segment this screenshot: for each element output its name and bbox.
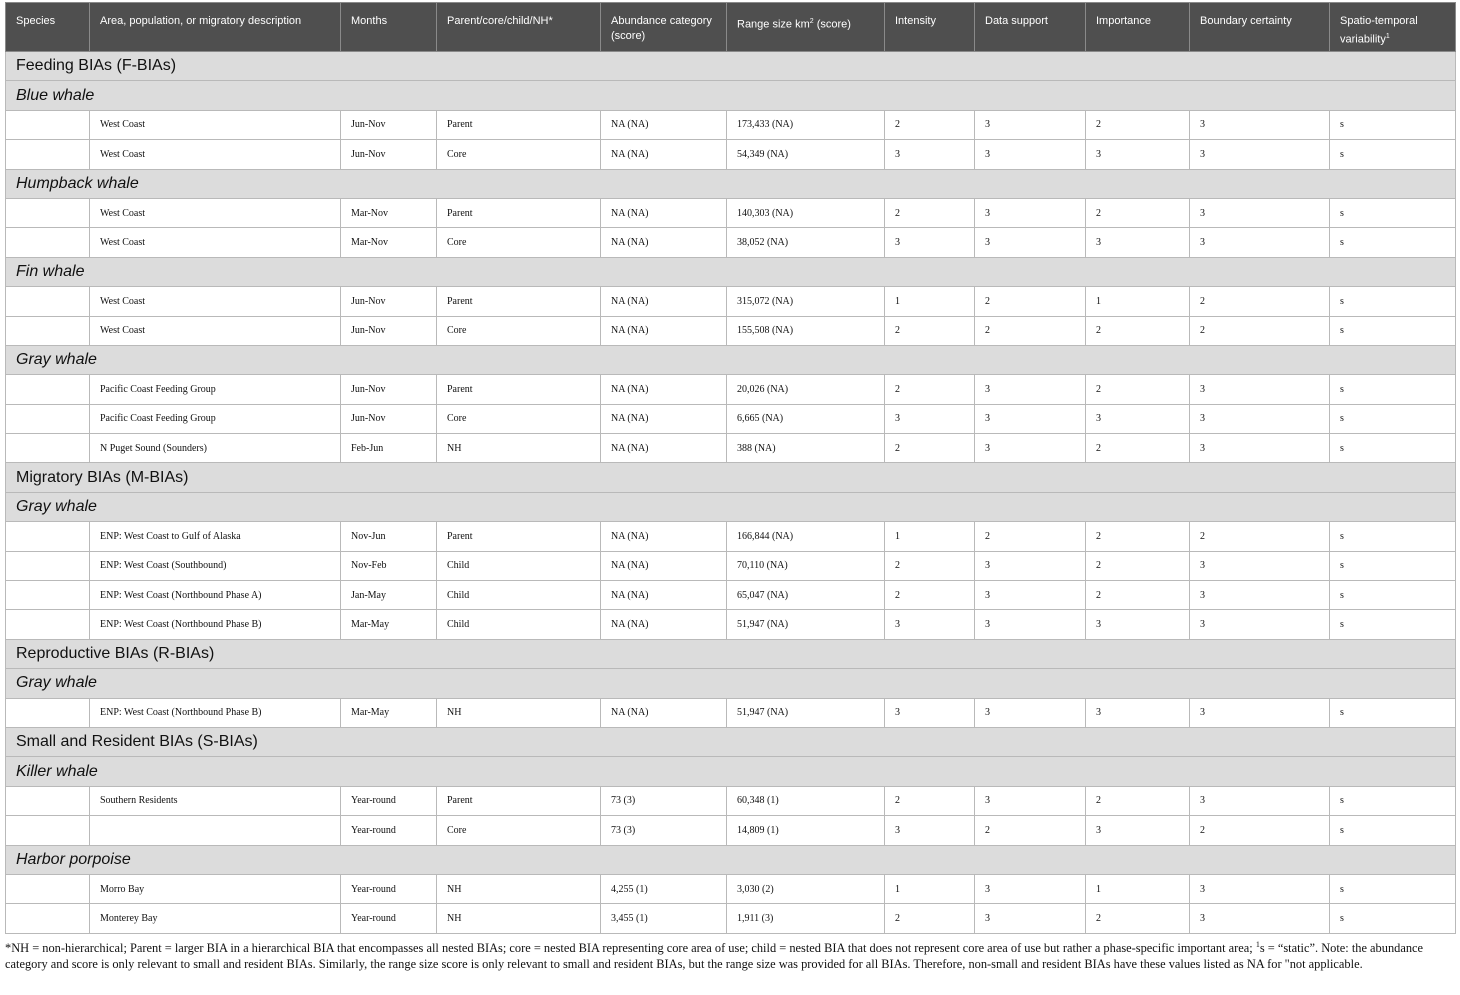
cell-hierarchy: Parent <box>437 198 601 227</box>
cell-range-size: 51,947 (NA) <box>727 698 885 727</box>
cell-data-support: 2 <box>975 816 1086 845</box>
cell-species <box>6 904 90 933</box>
cell-importance: 2 <box>1086 551 1190 580</box>
cell-importance: 3 <box>1086 228 1190 257</box>
header-range-label: Range size km <box>737 18 810 31</box>
cell-data-support: 3 <box>975 551 1086 580</box>
cell-months: Mar-Nov <box>341 198 437 227</box>
group-row <box>6 639 1456 668</box>
cell-boundary-certainty: 3 <box>1190 904 1330 933</box>
cell-range-size: 140,303 (NA) <box>727 198 885 227</box>
cell-intensity: 3 <box>885 404 975 433</box>
cell-abundance: 4,255 (1) <box>601 874 727 903</box>
cell-months: Year-round <box>341 786 437 815</box>
cell-species <box>6 551 90 580</box>
cell-data-support: 3 <box>975 610 1086 639</box>
cell-importance: 2 <box>1086 434 1190 463</box>
cell-species <box>6 316 90 345</box>
species-label: Gray whale <box>6 492 1456 521</box>
cell-abundance: NA (NA) <box>601 110 727 139</box>
table-row <box>6 375 1456 404</box>
footnote-sup: 1 <box>1255 940 1260 949</box>
cell-area: Southern Residents <box>90 786 341 815</box>
cell-abundance: NA (NA) <box>601 316 727 345</box>
cell-months: Feb-Jun <box>341 434 437 463</box>
header-importance: Importance <box>1086 3 1190 52</box>
cell-months: Jun-Nov <box>341 316 437 345</box>
cell-variability: s <box>1330 198 1456 227</box>
group-row <box>6 52 1456 81</box>
cell-data-support: 3 <box>975 786 1086 815</box>
species-row <box>6 669 1456 698</box>
cell-hierarchy: Parent <box>437 375 601 404</box>
cell-range-size: 315,072 (NA) <box>727 287 885 316</box>
cell-intensity: 2 <box>885 198 975 227</box>
cell-importance: 2 <box>1086 522 1190 551</box>
cell-data-support: 3 <box>975 904 1086 933</box>
cell-intensity: 2 <box>885 786 975 815</box>
header-variability <box>1330 3 1456 52</box>
cell-intensity: 2 <box>885 316 975 345</box>
species-row <box>6 345 1456 374</box>
cell-area: Monterey Bay <box>90 904 341 933</box>
table-row <box>6 316 1456 345</box>
cell-months: Mar-May <box>341 698 437 727</box>
cell-area: N Puget Sound (Sounders) <box>90 434 341 463</box>
header-intensity: Intensity <box>885 3 975 52</box>
table-row <box>6 198 1456 227</box>
cell-data-support: 3 <box>975 140 1086 169</box>
cell-months: Jun-Nov <box>341 404 437 433</box>
cell-months: Jun-Nov <box>341 375 437 404</box>
header-variability-sup: 1 <box>1385 33 1390 40</box>
cell-range-size: 54,349 (NA) <box>727 140 885 169</box>
cell-range-size: 388 (NA) <box>727 434 885 463</box>
cell-data-support: 2 <box>975 287 1086 316</box>
cell-range-size: 3,030 (2) <box>727 874 885 903</box>
cell-abundance: NA (NA) <box>601 228 727 257</box>
cell-boundary-certainty: 3 <box>1190 140 1330 169</box>
cell-species <box>6 816 90 845</box>
species-row <box>6 845 1456 874</box>
table-row <box>6 551 1456 580</box>
cell-species <box>6 287 90 316</box>
cell-boundary-certainty: 2 <box>1190 522 1330 551</box>
cell-months: Nov-Jun <box>341 522 437 551</box>
cell-abundance: NA (NA) <box>601 140 727 169</box>
cell-importance: 2 <box>1086 198 1190 227</box>
cell-intensity: 2 <box>885 551 975 580</box>
cell-months: Year-round <box>341 874 437 903</box>
species-label: Gray whale <box>6 669 1456 698</box>
header-row <box>6 3 1456 52</box>
cell-boundary-certainty: 2 <box>1190 287 1330 316</box>
cell-abundance: 73 (3) <box>601 816 727 845</box>
cell-species <box>6 874 90 903</box>
footnote-part2: s = “static”. Note: the abundance category and score is only relevant to small and resident BIAs. Similarly, the range size score is only relevant to small and resident BIAs, but the range size was provided for all BIAs. Therefore, non-small and resident BIAs have these values listed as NA for "not applicable. <box>5 941 1424 971</box>
cell-range-size: 1,911 (3) <box>727 904 885 933</box>
cell-months: Jan-May <box>341 581 437 610</box>
cell-boundary-certainty: 3 <box>1190 610 1330 639</box>
cell-variability: s <box>1330 404 1456 433</box>
cell-area: West Coast <box>90 287 341 316</box>
group-label: Feeding BIAs (F-BIAs) <box>6 52 1456 81</box>
cell-hierarchy: NH <box>437 698 601 727</box>
cell-species <box>6 786 90 815</box>
table-row <box>6 287 1456 316</box>
cell-boundary-certainty: 3 <box>1190 581 1330 610</box>
cell-boundary-certainty: 3 <box>1190 434 1330 463</box>
cell-area: ENP: West Coast (Northbound Phase B) <box>90 698 341 727</box>
cell-abundance: 3,455 (1) <box>601 904 727 933</box>
header-data-support: Data support <box>975 3 1086 52</box>
table-row <box>6 698 1456 727</box>
cell-species <box>6 522 90 551</box>
cell-importance: 2 <box>1086 110 1190 139</box>
table-row <box>6 816 1456 845</box>
table-row <box>6 228 1456 257</box>
cell-intensity: 2 <box>885 375 975 404</box>
cell-boundary-certainty: 2 <box>1190 816 1330 845</box>
cell-boundary-certainty: 3 <box>1190 198 1330 227</box>
cell-intensity: 3 <box>885 140 975 169</box>
species-label: Gray whale <box>6 345 1456 374</box>
cell-importance: 3 <box>1086 698 1190 727</box>
header-months: Months <box>341 3 437 52</box>
cell-range-size: 155,508 (NA) <box>727 316 885 345</box>
cell-hierarchy: NH <box>437 874 601 903</box>
cell-data-support: 3 <box>975 375 1086 404</box>
cell-species <box>6 404 90 433</box>
cell-area: West Coast <box>90 228 341 257</box>
cell-months: Year-round <box>341 904 437 933</box>
cell-importance: 3 <box>1086 140 1190 169</box>
cell-area: Pacific Coast Feeding Group <box>90 404 341 433</box>
cell-hierarchy: Child <box>437 581 601 610</box>
cell-area <box>90 816 341 845</box>
cell-importance: 2 <box>1086 375 1190 404</box>
cell-area: West Coast <box>90 316 341 345</box>
cell-boundary-certainty: 3 <box>1190 551 1330 580</box>
cell-boundary-certainty: 3 <box>1190 228 1330 257</box>
cell-variability: s <box>1330 816 1456 845</box>
cell-range-size: 14,809 (1) <box>727 816 885 845</box>
cell-months: Year-round <box>341 816 437 845</box>
table-row <box>6 904 1456 933</box>
cell-hierarchy: NH <box>437 904 601 933</box>
cell-importance: 1 <box>1086 874 1190 903</box>
cell-abundance: NA (NA) <box>601 581 727 610</box>
cell-variability: s <box>1330 434 1456 463</box>
footnote-part1: *NH = non-hierarchical; Parent = larger BIA in a hierarchical BIA that encompasses all nested BIAs; core = nested BIA representing core area of use; child = nested BIA that does not represent core area of use but rather a phase-specific important area; <box>5 941 1256 956</box>
header-range-suffix: (score) <box>813 18 851 31</box>
cell-abundance: NA (NA) <box>601 375 727 404</box>
species-label: Killer whale <box>6 757 1456 786</box>
cell-importance: 2 <box>1086 904 1190 933</box>
cell-range-size: 51,947 (NA) <box>727 610 885 639</box>
cell-importance: 1 <box>1086 287 1190 316</box>
header-area: Area, population, or migratory description <box>90 3 341 52</box>
cell-abundance: NA (NA) <box>601 610 727 639</box>
cell-area: ENP: West Coast (Southbound) <box>90 551 341 580</box>
cell-intensity: 1 <box>885 522 975 551</box>
table-row <box>6 581 1456 610</box>
cell-variability: s <box>1330 581 1456 610</box>
cell-months: Jun-Nov <box>341 287 437 316</box>
cell-variability: s <box>1330 551 1456 580</box>
cell-variability: s <box>1330 287 1456 316</box>
species-row <box>6 81 1456 110</box>
cell-intensity: 3 <box>885 228 975 257</box>
group-label: Migratory BIAs (M-BIAs) <box>6 463 1456 492</box>
group-row <box>6 727 1456 756</box>
cell-variability: s <box>1330 110 1456 139</box>
species-label: Harbor porpoise <box>6 845 1456 874</box>
cell-boundary-certainty: 3 <box>1190 404 1330 433</box>
table-row <box>6 522 1456 551</box>
cell-intensity: 1 <box>885 874 975 903</box>
cell-range-size: 70,110 (NA) <box>727 551 885 580</box>
table-footnote <box>5 937 1455 973</box>
cell-variability: s <box>1330 904 1456 933</box>
header-variability-label: Spatio-temporal variability <box>1340 15 1418 46</box>
cell-intensity: 2 <box>885 434 975 463</box>
cell-abundance: NA (NA) <box>601 434 727 463</box>
cell-abundance: NA (NA) <box>601 287 727 316</box>
cell-hierarchy: Parent <box>437 110 601 139</box>
species-label: Humpback whale <box>6 169 1456 198</box>
cell-range-size: 173,433 (NA) <box>727 110 885 139</box>
cell-abundance: 73 (3) <box>601 786 727 815</box>
cell-intensity: 1 <box>885 287 975 316</box>
cell-data-support: 3 <box>975 110 1086 139</box>
cell-intensity: 2 <box>885 904 975 933</box>
cell-boundary-certainty: 3 <box>1190 786 1330 815</box>
cell-abundance: NA (NA) <box>601 404 727 433</box>
cell-species <box>6 140 90 169</box>
cell-abundance: NA (NA) <box>601 698 727 727</box>
cell-range-size: 6,665 (NA) <box>727 404 885 433</box>
cell-abundance: NA (NA) <box>601 522 727 551</box>
header-boundary-certainty: Boundary certainty <box>1190 3 1330 52</box>
cell-months: Mar-May <box>341 610 437 639</box>
cell-species <box>6 698 90 727</box>
cell-data-support: 3 <box>975 698 1086 727</box>
cell-species <box>6 434 90 463</box>
cell-importance: 3 <box>1086 816 1190 845</box>
group-label: Small and Resident BIAs (S-BIAs) <box>6 727 1456 756</box>
cell-boundary-certainty: 3 <box>1190 698 1330 727</box>
table-row <box>6 110 1456 139</box>
table-row <box>6 434 1456 463</box>
cell-months: Mar-Nov <box>341 228 437 257</box>
cell-abundance: NA (NA) <box>601 551 727 580</box>
cell-data-support: 3 <box>975 434 1086 463</box>
cell-variability: s <box>1330 874 1456 903</box>
cell-hierarchy: Child <box>437 551 601 580</box>
cell-species <box>6 110 90 139</box>
cell-area: West Coast <box>90 140 341 169</box>
cell-area: ENP: West Coast (Northbound Phase B) <box>90 610 341 639</box>
cell-hierarchy: Parent <box>437 786 601 815</box>
cell-boundary-certainty: 3 <box>1190 110 1330 139</box>
cell-range-size: 166,844 (NA) <box>727 522 885 551</box>
cell-intensity: 3 <box>885 698 975 727</box>
group-row <box>6 463 1456 492</box>
cell-importance: 3 <box>1086 404 1190 433</box>
cell-data-support: 3 <box>975 874 1086 903</box>
cell-months: Jun-Nov <box>341 110 437 139</box>
cell-range-size: 60,348 (1) <box>727 786 885 815</box>
cell-area: West Coast <box>90 110 341 139</box>
cell-data-support: 3 <box>975 404 1086 433</box>
header-range-size <box>727 3 885 52</box>
cell-area: ENP: West Coast to Gulf of Alaska <box>90 522 341 551</box>
header-species: Species <box>6 3 90 52</box>
cell-intensity: 2 <box>885 581 975 610</box>
cell-variability: s <box>1330 522 1456 551</box>
cell-species <box>6 198 90 227</box>
header-hierarchy: Parent/core/child/NH* <box>437 3 601 52</box>
species-label: Fin whale <box>6 257 1456 286</box>
cell-data-support: 3 <box>975 198 1086 227</box>
cell-area: Morro Bay <box>90 874 341 903</box>
cell-hierarchy: Parent <box>437 287 601 316</box>
cell-hierarchy: Core <box>437 316 601 345</box>
cell-importance: 2 <box>1086 316 1190 345</box>
cell-importance: 2 <box>1086 581 1190 610</box>
cell-hierarchy: Core <box>437 140 601 169</box>
cell-range-size: 38,052 (NA) <box>727 228 885 257</box>
cell-variability: s <box>1330 140 1456 169</box>
cell-hierarchy: NH <box>437 434 601 463</box>
cell-months: Nov-Feb <box>341 551 437 580</box>
cell-variability: s <box>1330 228 1456 257</box>
cell-species <box>6 581 90 610</box>
cell-abundance: NA (NA) <box>601 198 727 227</box>
table-row <box>6 874 1456 903</box>
cell-intensity: 3 <box>885 816 975 845</box>
cell-importance: 2 <box>1086 786 1190 815</box>
cell-data-support: 3 <box>975 228 1086 257</box>
table-row <box>6 786 1456 815</box>
table-row <box>6 140 1456 169</box>
cell-data-support: 2 <box>975 522 1086 551</box>
cell-hierarchy: Core <box>437 404 601 433</box>
cell-species <box>6 610 90 639</box>
group-label: Reproductive BIAs (R-BIAs) <box>6 639 1456 668</box>
cell-boundary-certainty: 3 <box>1190 874 1330 903</box>
cell-species <box>6 228 90 257</box>
species-row <box>6 257 1456 286</box>
header-abundance: Abundance category (score) <box>601 3 727 52</box>
bia-table <box>5 2 1456 934</box>
cell-range-size: 20,026 (NA) <box>727 375 885 404</box>
species-row <box>6 492 1456 521</box>
cell-months: Jun-Nov <box>341 140 437 169</box>
cell-hierarchy: Core <box>437 816 601 845</box>
cell-data-support: 2 <box>975 316 1086 345</box>
cell-variability: s <box>1330 698 1456 727</box>
cell-variability: s <box>1330 610 1456 639</box>
cell-boundary-certainty: 3 <box>1190 375 1330 404</box>
cell-intensity: 2 <box>885 110 975 139</box>
cell-hierarchy: Child <box>437 610 601 639</box>
species-label: Blue whale <box>6 81 1456 110</box>
cell-area: Pacific Coast Feeding Group <box>90 375 341 404</box>
species-row <box>6 757 1456 786</box>
cell-boundary-certainty: 2 <box>1190 316 1330 345</box>
table-row <box>6 404 1456 433</box>
cell-area: ENP: West Coast (Northbound Phase A) <box>90 581 341 610</box>
header-range-sup: 2 <box>809 18 814 25</box>
cell-hierarchy: Parent <box>437 522 601 551</box>
cell-intensity: 3 <box>885 610 975 639</box>
table-row <box>6 610 1456 639</box>
cell-importance: 3 <box>1086 610 1190 639</box>
species-row <box>6 169 1456 198</box>
cell-range-size: 65,047 (NA) <box>727 581 885 610</box>
cell-species <box>6 375 90 404</box>
cell-variability: s <box>1330 786 1456 815</box>
cell-data-support: 3 <box>975 581 1086 610</box>
cell-variability: s <box>1330 316 1456 345</box>
table-body <box>6 52 1456 934</box>
table-container <box>5 2 1455 934</box>
cell-hierarchy: Core <box>437 228 601 257</box>
cell-area: West Coast <box>90 198 341 227</box>
cell-variability: s <box>1330 375 1456 404</box>
